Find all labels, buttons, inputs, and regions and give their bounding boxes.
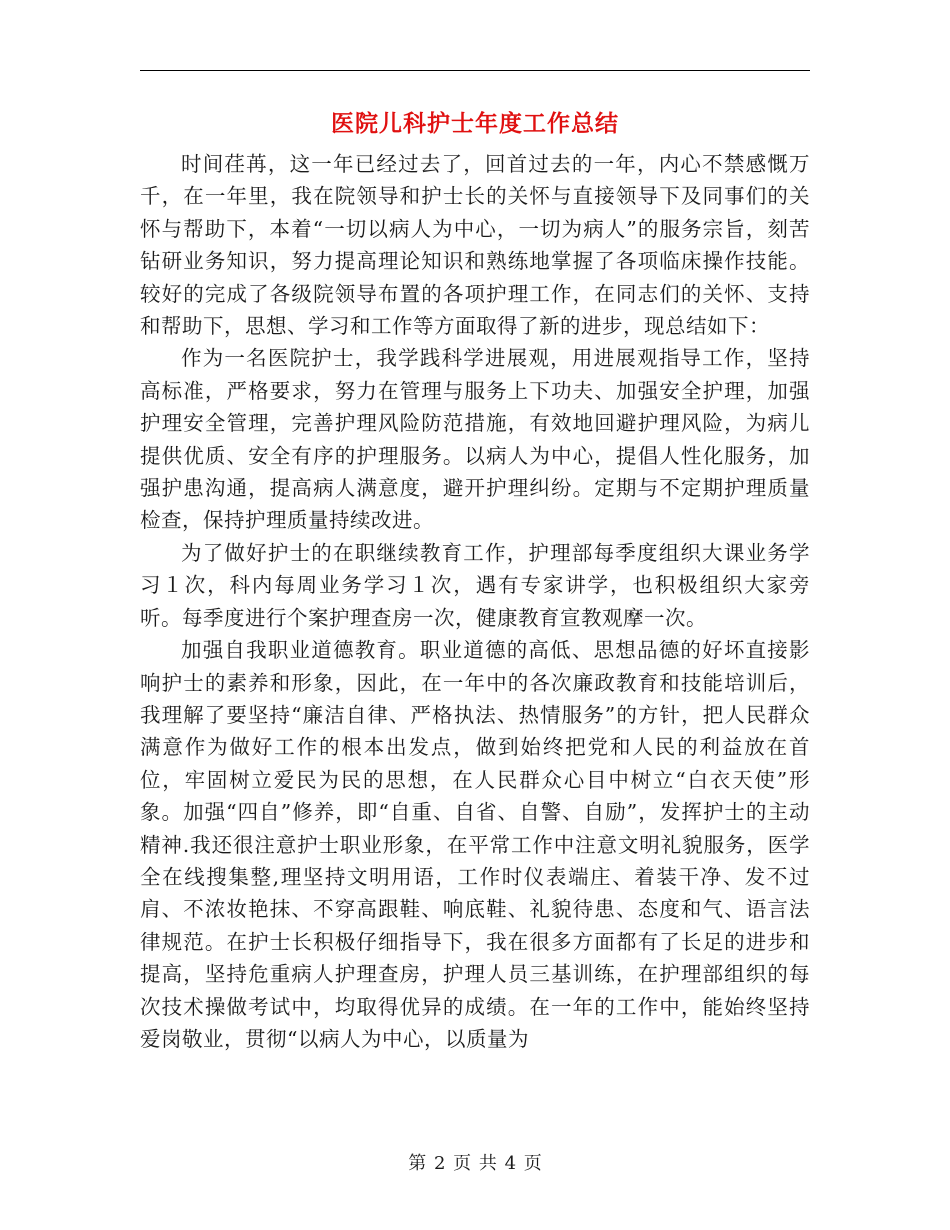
page-number-footer: 第 2 页 共 4 页 — [408, 1153, 542, 1174]
header-rule — [140, 70, 810, 71]
document-title: 医院儿科护士年度工作总结 — [331, 110, 619, 137]
paragraph: 作为一名医院护士，我学践科学进展观，用进展观指导工作，坚持高标准，严格要求，努力在管理与服务上下功夫、加强安全护理，加强护理安全管理，完善护理风险防范措施，有效地回避护理风险，为病儿提供优质、安全有序的护理服务。以病人为中心，提倡人性化服务，加强护患沟通，提高病人满意度，避开护理纠纷。定期与不定期护理质量检查，保持护理质量持续改进。 — [140, 346, 810, 533]
paragraph: 加强自我职业道德教育。职业道德的高低、思想品德的好坏直接影响护士的素养和形象，因此，在一年中的各次廉政教育和技能培训后，我理解了要坚持“廉洁自律、严格执法、热情服务”的方针，把人民群众满意作为做好工作的根本出发点，做到始终把党和人民的利益放在首位，牢固树立爱民为民的思想，在人民群众心目中树立“白衣天使”形象。加强“四自”修养，即“自重、自省、自警、自励”，发挥护士的主动精神.我还很注意护士职业形象，在平常工作中注意文明礼貌服务，医学全在线搜集整,理坚持文明用语，工作时仪表端庄、着装干净、发不过肩、不浓妆艳抹、不穿高跟鞋、响底鞋、礼貌待患、态度和气、语言法律规范。在护士长积极仔细指导下，我在很多方面都有了长足的进步和提高，坚持危重病人护理查房，护理人员三基训练，在护理部组织的每次技术操做考试中，均取得优异的成绩。在一年的工作中，能始终坚持爱岗敬业，贯彻“以病人为中心，以质量为 — [140, 638, 810, 1051]
paragraph: 为了做好护士的在职继续教育工作，护理部每季度组织大课业务学习１次，科内每周业务学习１次，遇有专家讲学，也积极组织大家旁听。每季度进行个案护理查房一次，健康教育宣教观摩一次。 — [140, 540, 810, 630]
document-body — [140, 148, 810, 1055]
paragraph: 时间荏苒，这一年已经过去了，回首过去的一年，内心不禁感慨万千，在一年里，我在院领导和护士长的关怀与直接领导下及同事们的关怀与帮助下，本着“一切以病人为中心，一切为病人”的服务宗旨，刻苦钻研业务知识，努力提高理论知识和熟练地掌握了各项临床操作技能。较好的完成了各级院领导布置的各项护理工作，在同志们的关怀、支持和帮助下，思想、学习和工作等方面取得了新的进步，现总结如下： — [140, 152, 810, 339]
